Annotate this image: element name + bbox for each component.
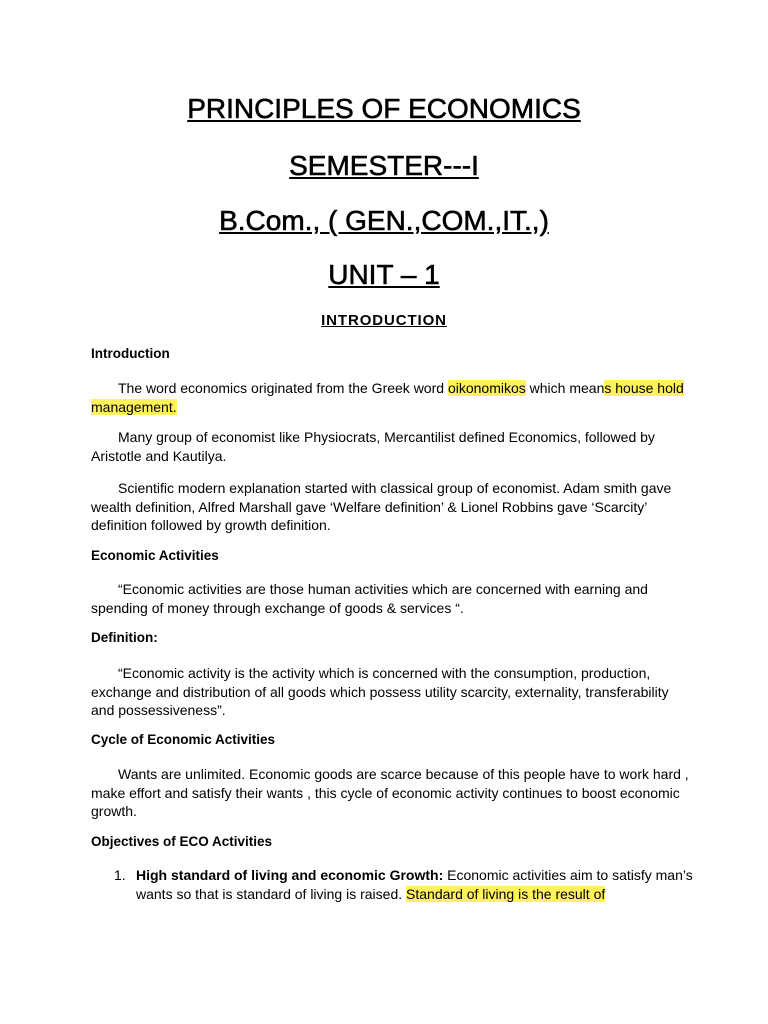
objectives-heading: Objectives of ECO Activities bbox=[91, 834, 273, 849]
definition-text: “Economic activity is the activity which is concerned with the consumption, production, exchange and distribution of all goods which possess utility scarcity, externality, transferability and possessiveness”. bbox=[91, 665, 669, 718]
intro-p2-text: Many group of economist like Physiocrats, Mercantilist defined Economics, followed by Aristotle and Kautilya. bbox=[91, 429, 655, 464]
list-item-text: Economic activities aim to satisfy man’s wants so that is standard of living is raised. bbox=[136, 867, 693, 902]
list-item-body bbox=[136, 866, 694, 903]
list-item-highlight: Standard of living is the result of bbox=[406, 885, 606, 902]
degree-title: B.Com., ( GEN.,COM.,IT.,) bbox=[219, 205, 549, 236]
unit-title: UNIT – 1 bbox=[328, 259, 440, 290]
definition-paragraph bbox=[91, 664, 691, 720]
intro-paragraph-2 bbox=[91, 428, 691, 465]
cycle-heading: Cycle of Economic Activities bbox=[91, 732, 276, 747]
intro-paragraph-3 bbox=[91, 479, 691, 535]
highlight-management: s house hold management. bbox=[91, 380, 684, 415]
intro-heading: Introduction bbox=[91, 346, 170, 361]
course-title: PRINCIPLES OF ECONOMICS bbox=[187, 93, 581, 124]
highlight-oikonomikos: oikonomikos bbox=[447, 380, 526, 396]
intro-p1-text-b: which mean bbox=[525, 380, 605, 396]
cycle-paragraph bbox=[91, 765, 691, 821]
intro-p1-text-a: The word economics originated from the Greek word bbox=[118, 380, 448, 396]
intro-paragraph-1 bbox=[91, 379, 691, 416]
intro-p3-text: Scientific modern explanation started with classical group of economist. Adam smith gave wealth definition, Alfred Marshall gave ‘Welfare definition’ & Lionel Robbins gave ‘Scarcity’ definition followed by growth definition. bbox=[91, 480, 672, 533]
activities-text: “Economic activities are those human activities which are concerned with earning and spending of money through exchange of goods & services “. bbox=[91, 581, 648, 616]
semester-title: SEMESTER---I bbox=[289, 150, 479, 181]
section-title: INTRODUCTION bbox=[321, 312, 447, 329]
list-item-number: 1. bbox=[114, 867, 126, 883]
list-item bbox=[114, 866, 694, 903]
list-item-bold: High standard of living and economic Growth: bbox=[136, 867, 444, 883]
activities-paragraph bbox=[91, 580, 691, 617]
definition-heading: Definition: bbox=[91, 630, 158, 645]
activities-heading: Economic Activities bbox=[91, 548, 219, 563]
cycle-text: Wants are unlimited. Economic goods are scarce because of this people have to work hard , make effort and satisfy their wants , this cycle of economic activity continues to boost economic growth. bbox=[91, 766, 689, 819]
